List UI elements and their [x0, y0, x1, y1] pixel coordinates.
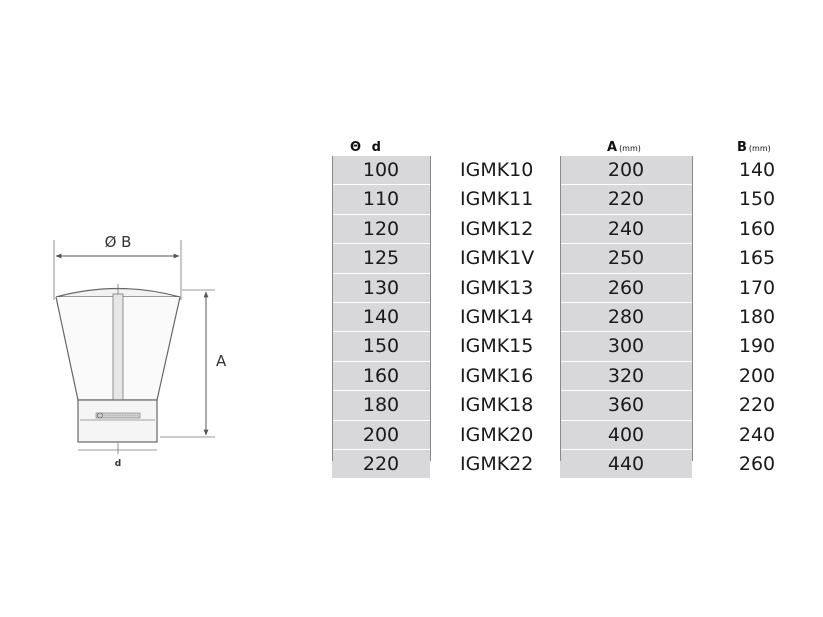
cell-d: 120 — [332, 215, 430, 243]
cell-d: 125 — [332, 244, 430, 272]
cell-code: IGMK14 — [460, 305, 534, 328]
cell-a: 250 — [560, 244, 692, 272]
cell-d: 180 — [332, 391, 430, 419]
table-row — [332, 156, 822, 185]
table-row — [332, 421, 822, 450]
table-row — [332, 332, 822, 361]
cell-d: 100 — [332, 156, 430, 184]
cell-a: 360 — [560, 391, 692, 419]
cell-d: 160 — [332, 362, 430, 390]
cell-code: IGMK22 — [460, 452, 534, 475]
label-diameter-d: d — [114, 459, 122, 469]
cell-code: IGMK12 — [460, 217, 534, 240]
cell-code: IGMK10 — [460, 159, 534, 181]
table-row — [332, 244, 822, 273]
cell-d: 110 — [332, 185, 430, 213]
cell-b: 150 — [738, 188, 776, 211]
table-row — [332, 362, 822, 391]
label-diameter-b: Ø B — [104, 233, 132, 251]
table-row — [332, 274, 822, 303]
cell-b: 160 — [738, 217, 776, 240]
cell-code: IGMK1V — [460, 247, 535, 270]
table-body — [332, 156, 822, 479]
cell-a: 220 — [560, 185, 692, 213]
cell-a: 200 — [560, 156, 692, 184]
cell-d: 150 — [332, 332, 430, 360]
cell-b: 140 — [738, 159, 776, 181]
cell-a: 260 — [560, 274, 692, 302]
cell-b: 190 — [738, 335, 776, 358]
cell-code: IGMK11 — [460, 188, 534, 211]
cell-b: 180 — [738, 305, 776, 328]
cell-d: 140 — [332, 303, 430, 331]
cell-a: 240 — [560, 215, 692, 243]
label-height-a: A — [216, 352, 227, 370]
table-row — [332, 303, 822, 332]
cell-b: 165 — [738, 247, 776, 270]
cell-d: 200 — [332, 421, 430, 449]
table-row — [332, 215, 822, 244]
cell-d: 130 — [332, 274, 430, 302]
rain-cap-drawing — [40, 220, 240, 480]
cell-a: 280 — [560, 303, 692, 331]
table-row — [332, 185, 822, 214]
cell-code: IGMK18 — [460, 394, 534, 417]
cell-d: 220 — [332, 450, 430, 478]
diameter-symbol: Θ — [350, 140, 362, 155]
cell-code: IGMK16 — [460, 364, 534, 387]
header-b: B (mm) — [737, 140, 771, 155]
cell-a: 400 — [560, 421, 692, 449]
cell-a: 440 — [560, 450, 692, 478]
table-row — [332, 391, 822, 420]
cell-b: 240 — [738, 423, 776, 446]
header-a: A (mm) — [607, 140, 641, 155]
cell-code: IGMK15 — [460, 335, 534, 358]
cap-collar — [78, 400, 157, 442]
cell-code: IGMK20 — [460, 423, 534, 446]
cell-b: 260 — [738, 452, 776, 475]
table-divider — [430, 156, 431, 461]
table-divider — [560, 156, 561, 461]
cell-b: 220 — [738, 394, 776, 417]
cell-b: 200 — [738, 364, 776, 387]
table-divider — [332, 156, 333, 461]
cell-code: IGMK13 — [460, 276, 534, 299]
cap-hood — [56, 284, 180, 400]
table-row — [332, 450, 822, 479]
dimension-d — [78, 443, 157, 469]
header-d: Θ d — [350, 140, 381, 155]
cell-a: 320 — [560, 362, 692, 390]
cell-b: 170 — [738, 276, 776, 299]
table-divider — [692, 156, 693, 461]
cell-a: 300 — [560, 332, 692, 360]
